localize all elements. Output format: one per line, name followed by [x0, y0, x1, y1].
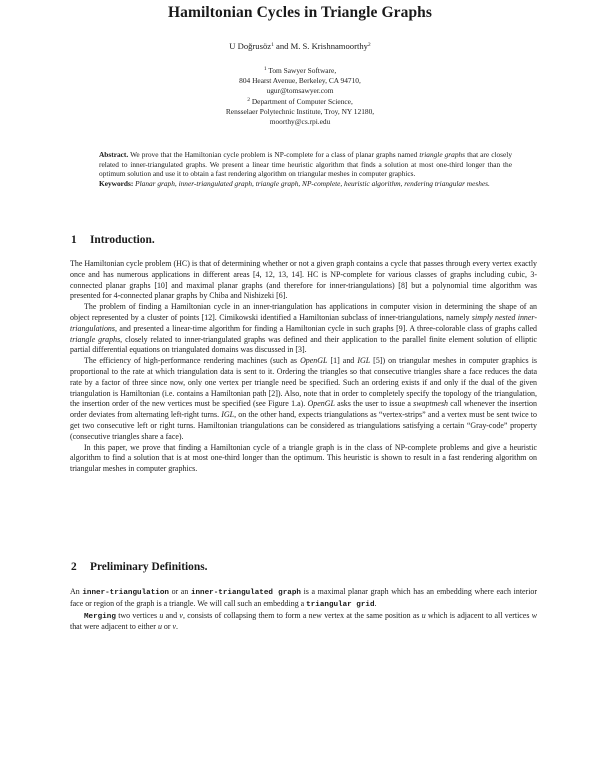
s2p1-g: .: [374, 598, 377, 608]
affil-1-sup: 1: [263, 66, 267, 72]
section-2-body: [70, 587, 537, 633]
s2-paragraph-2: [70, 611, 537, 634]
s2p2-var-u2: u: [421, 610, 426, 620]
s2p2-var-w: w: [531, 610, 538, 620]
keywords: [99, 179, 512, 189]
s1p3-c: [1] and: [327, 356, 358, 366]
section-1-number: 1: [71, 234, 77, 246]
s1-paragraph-4: In this paper, we prove that finding a Hamiltonian cycle of a triangle graph is in the class of NP-complete problems and give a heuristic algorithm to find a solution that is at most one-third longer than the optimum. This heuristic is shown to result in a fast rendering algorithm on triangular meshes in computer graphics.: [70, 442, 537, 474]
s1p3-e: [5]) on triangular meshes in computer graphics is proportional to the rate at which triangulation data is sent to it. Ordering the triangles so that consecutive triangles share a face reduces the data rate by a factor of three since now, only one vertex per triangle need be specified. Such an ordering exists if and only if the dual of the given triangulation is Hamiltonian (i.e. contains a Hamiltonian path [2]). Also, note that in order to completely specify the topology of the triangulation, the insertion order of the new vertices must be specified (see Figure 1.a).: [70, 356, 538, 409]
section-1-title: Introduction.: [90, 234, 155, 246]
affil-2-line-2: Rensselaer Polytechnic Institute, Troy, NY 12180,: [225, 107, 375, 116]
s2p1-term-2: inner-triangulated graph: [190, 589, 301, 597]
abstract-span-1: We prove that the Hamiltonian cycle problem is NP-complete for a class of planar graphs named: [128, 150, 420, 159]
s1p2-c: , and presented a linear-time algorithm for finding a Hamiltonian cycle in such graphs [9]. A three-colorable class of graphs called: [115, 323, 537, 333]
s1p3-k: , on the other hand, expects triangulations as “vertex-strips” and a vertex must be sent twice to get two consecutive left or right turns. Hamiltonian triangulations can be considered as triangulations satisfying a certain “Gray-code” property (consecutive triangles share a face).: [70, 410, 537, 441]
s2p2-var-v2: v: [172, 622, 177, 632]
s1p3-opengl-2: OpenGL: [307, 399, 335, 409]
abstract-span-2: that are closely related to inner-triangulated graphs. We present a linear time heuristic algorithm that finds a solution at most one-third longer than the optimum solution and use it to obtain a fast rendering algorithm on triangular meshes in computer graphics.: [99, 150, 512, 179]
s2p2-l: or: [161, 622, 173, 632]
s1p3-igl-1: IGL: [357, 356, 371, 366]
s1-paragraph-3: [70, 356, 537, 442]
s1p2-term-1: simply nested inner-triangulations: [70, 312, 537, 333]
s1p3-igl-2: IGL: [221, 410, 235, 420]
s2-paragraph-1: [70, 587, 537, 611]
s2p2-h: which is adjacent to all vertices: [425, 610, 532, 620]
author-1: U Doğrusöz: [229, 41, 272, 51]
s1p3-g: asks the user to issue a: [334, 399, 414, 409]
s1p3-a: The efficiency of high-performance rendering machines (such as: [84, 356, 301, 366]
s2p2-j: that were adjacent to either: [70, 622, 158, 632]
s2p2-b: two vertices: [115, 610, 160, 620]
author-and: and: [273, 41, 291, 51]
affil-2-line-1: [0, 95, 600, 107]
s2p1-term-1: inner-triangulation: [82, 589, 169, 597]
abstract-text: [99, 150, 512, 179]
author-line: [0, 41, 600, 51]
s1p2-a: The problem of finding a Hamiltonian cycle in an inner-triangulation has applications in computer vision in determining the shape of an object represented by a cluster of points [12]. Cimikowski identified a Hamiltonian subclass of inner-triangulations, namely: [70, 302, 537, 322]
keywords-list: Planar graph, inner-triangulated graph, triangle graph, NP-complete, heuristic algorithm, rendering triangular meshes.: [133, 178, 490, 188]
author-2-sup: 2: [367, 42, 371, 48]
abstract-term: triangle graphs: [419, 150, 466, 159]
s1p3-i: call whenever the insertion order deviates from alternating left-right turns.: [70, 399, 537, 420]
s2p2-var-u: u: [159, 610, 164, 620]
author-2: M. S. Krishnamoorthy: [290, 41, 368, 51]
affil-1-name: Tom Sawyer Software,: [266, 66, 337, 75]
s1-paragraph-1: The Hamiltonian cycle problem (HC) is that of determining whether or not a given graph contains a cycle that passes through every vertex exactly once and has numerous applications in different areas [4, 12, 13, 14]. HC is NP-complete for various classes of graphs including cubic, 3-connected planar graphs [10] and maximal planar graphs (and therefore for inner-triangulations) [8] but a polynomial time algorithm was presented for 4-connected planar graphs by Chiba and Nishizeki [6].: [70, 259, 537, 301]
s1p3-opengl-1: OpenGL: [300, 356, 328, 366]
s1-paragraph-2: [70, 302, 537, 356]
affiliation-2: [0, 95, 600, 127]
affil-2-sup: 2: [247, 97, 250, 103]
affil-2-email: moorthy@cs.rpi.edu: [269, 117, 331, 126]
affil-1-email: ugur@tomsawyer.com: [266, 86, 334, 95]
keywords-label: Keywords:: [99, 178, 134, 188]
section-2-number: 2: [71, 561, 77, 573]
affil-2-name: Department of Computer Science,: [249, 97, 353, 106]
section-1-body: [70, 259, 537, 475]
abstract-label: Abstract.: [99, 150, 129, 159]
s2p1-a: An: [70, 587, 83, 596]
affil-1-line-2: 804 Hearst Avenue, Berkeley, CA 94710,: [239, 76, 361, 85]
s2p1-term-3: triangular grid: [306, 600, 375, 609]
s2p2-var-u3: u: [157, 622, 162, 632]
section-2-heading: [71, 561, 207, 573]
s2p2-n: .: [176, 622, 179, 632]
s1p3-swaptmesh: swaptmesh: [413, 399, 448, 409]
s2p2-d: and: [163, 610, 180, 620]
s2p2-var-v: v: [179, 610, 183, 620]
section-1-heading: [71, 234, 155, 246]
s1p2-term-2: triangle graphs: [70, 334, 121, 344]
s2p1-e: is a maximal planar graph which has an embedding where each interior face or region of the graph is a triangle. We will call such an embedding a: [70, 587, 538, 608]
s2p2-merging: Merging: [84, 612, 116, 621]
s1p2-e: , closely related to inner-triangulated graphs was defined and their application to the parallel finite element solution of elliptic partial differential equations on triangulated domains was discussed in [3].: [70, 334, 538, 355]
s2p2-f: , consists of collapsing them to form a new vertex at the same position as: [182, 610, 422, 620]
affiliation-1: [0, 64, 600, 96]
abstract: [99, 150, 512, 188]
paper-title: Hamiltonian Cycles in Triangle Graphs: [167, 4, 433, 21]
author-1-sup: 1: [271, 42, 274, 48]
section-2-title: Preliminary Definitions.: [90, 561, 208, 573]
affil-1-line-1: [0, 64, 600, 76]
s2p1-c: or an: [168, 587, 191, 596]
